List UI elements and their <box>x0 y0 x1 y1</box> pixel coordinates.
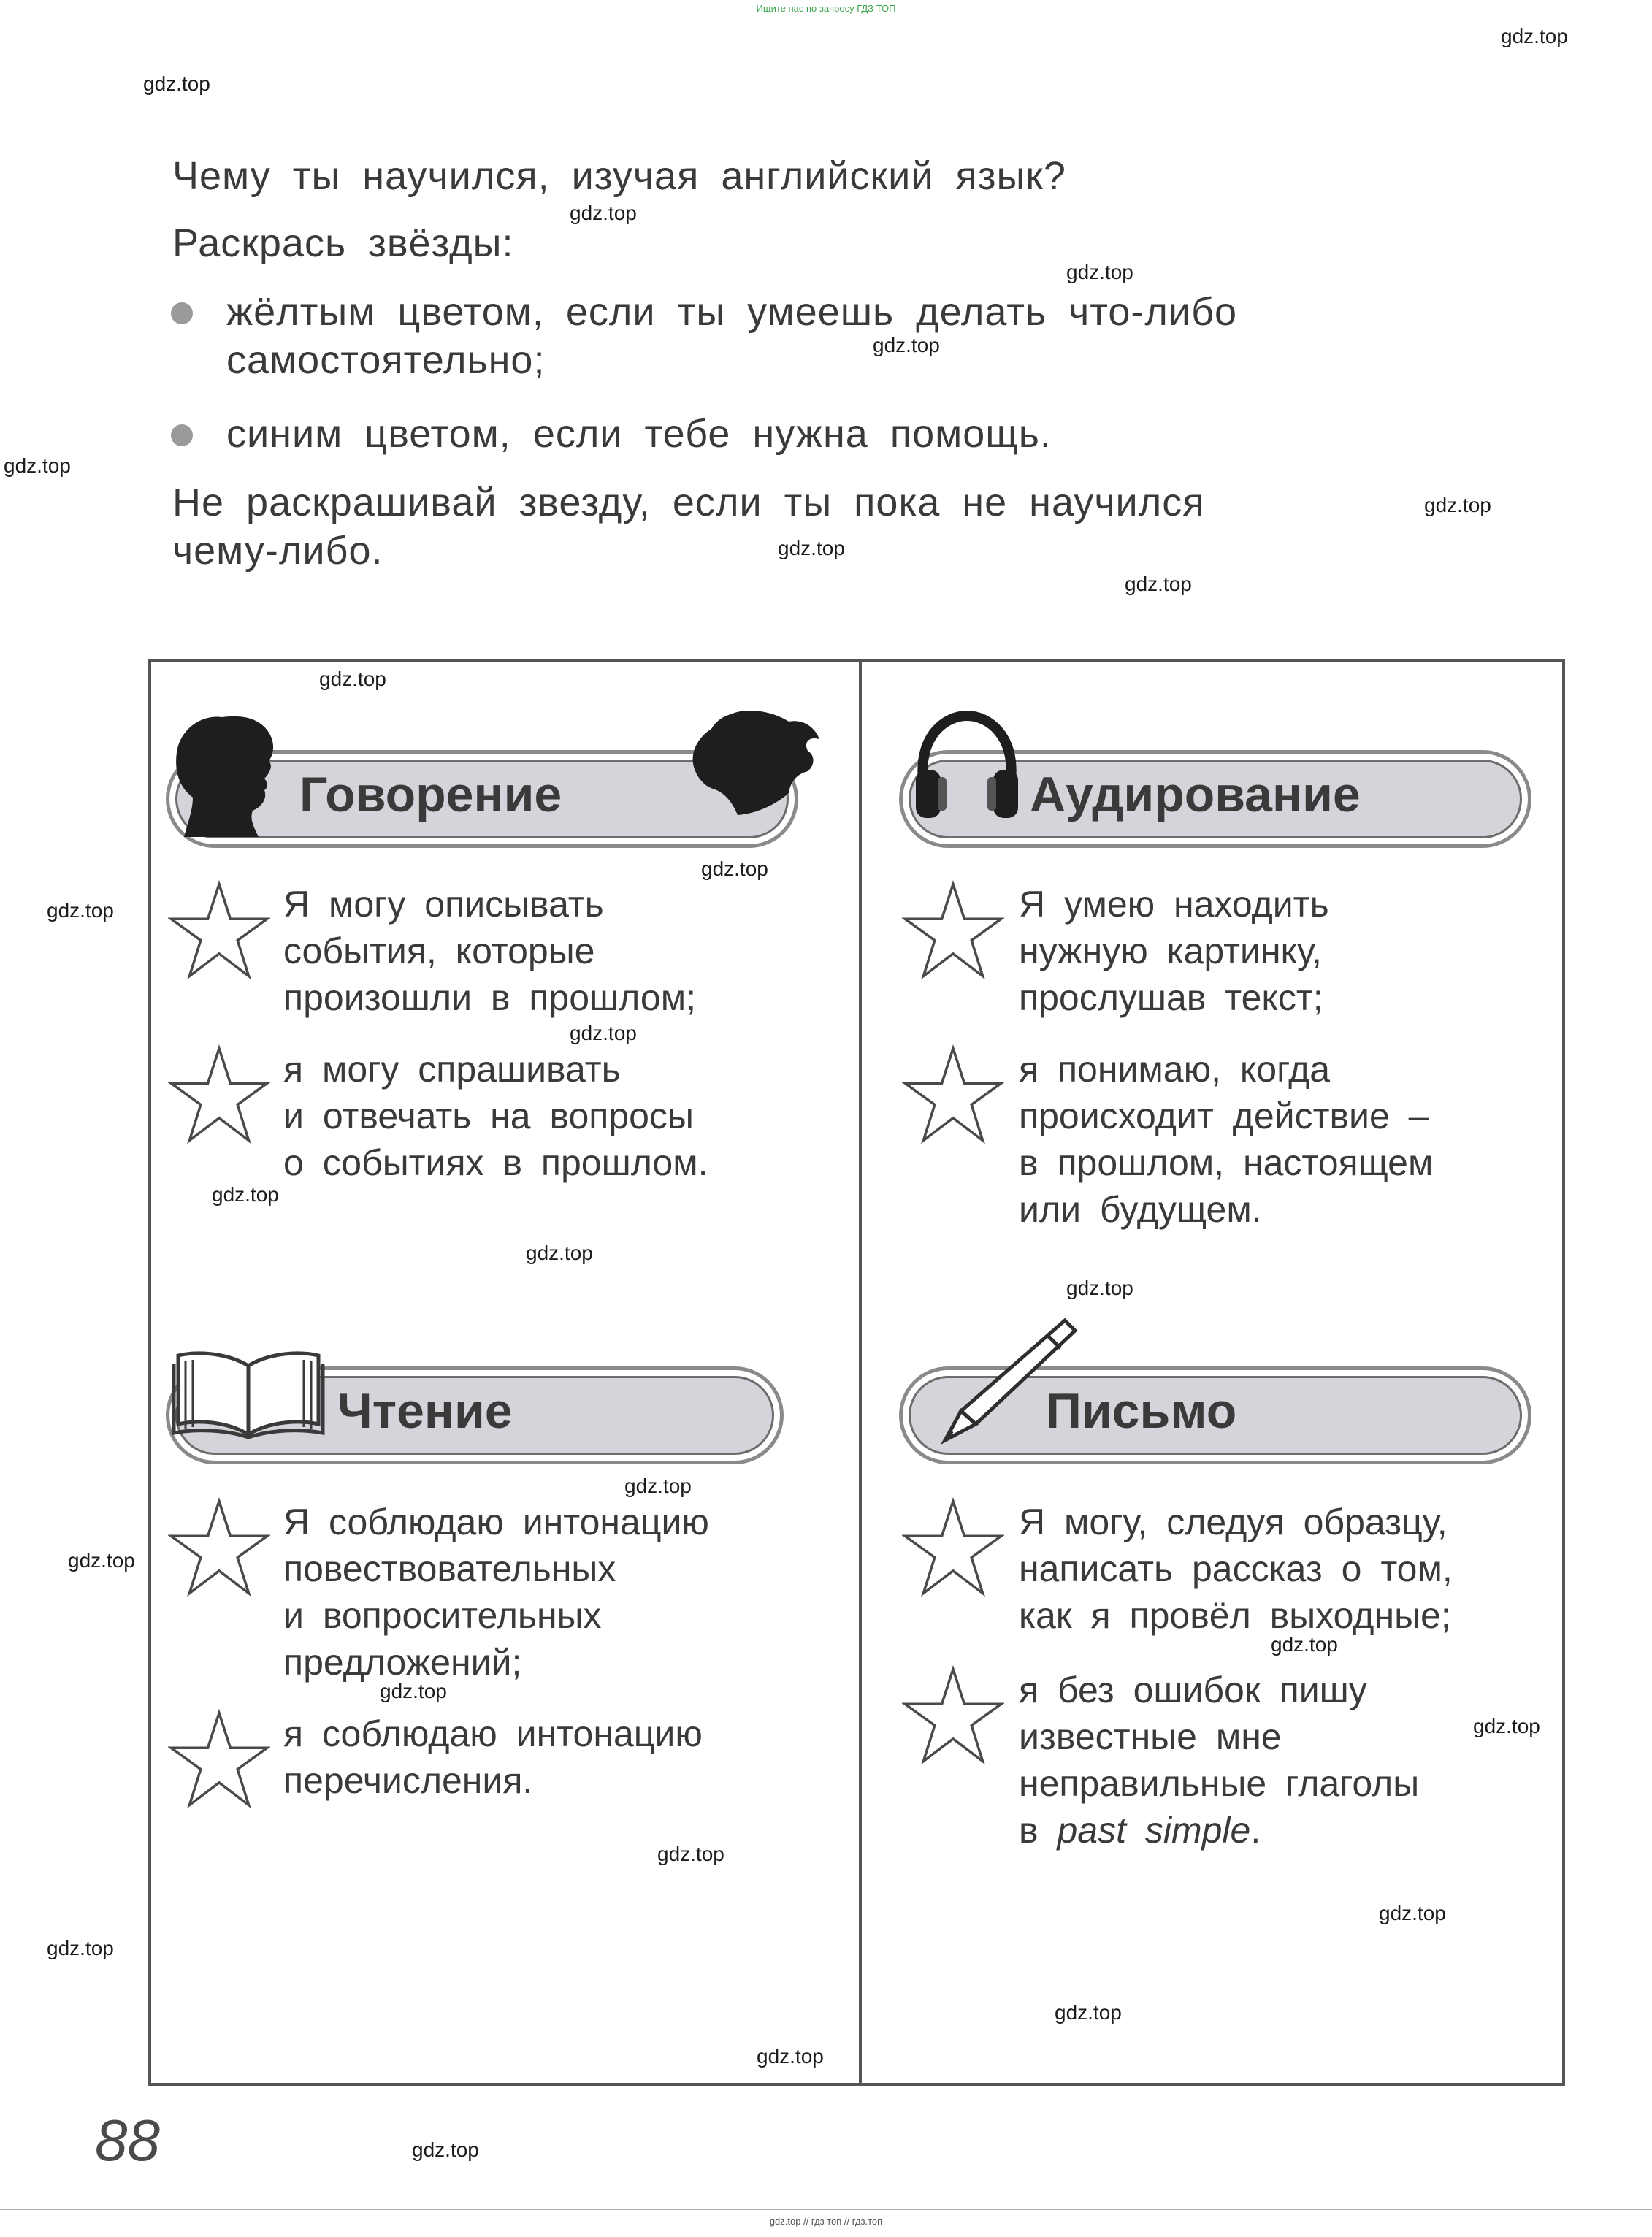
page-number: 88 <box>95 2108 160 2173</box>
watermark: gdz.top <box>4 454 71 477</box>
open-book-icon <box>168 1344 329 1439</box>
watermark: gdz.top <box>1424 494 1491 516</box>
watermark: gdz.top <box>47 1937 114 1959</box>
reading-skill-2: я соблюдаю интонацию перечисления. <box>283 1713 703 1801</box>
star-icon[interactable] <box>168 880 270 982</box>
watermark: gdz.top <box>624 1475 692 1497</box>
watermark: gdz.top <box>701 857 768 880</box>
watermark: gdz.top <box>657 1843 724 1865</box>
reading-title: Чтение <box>337 1383 513 1439</box>
bottom-divider <box>0 2209 1652 2210</box>
watermark: gdz.top <box>380 1680 447 1702</box>
intro-question: Чему ты научился, изучая английский язык? <box>172 154 1066 198</box>
watermark: gdz.top <box>1473 1715 1540 1737</box>
skills-frame <box>148 659 1565 2086</box>
headphones-icon <box>909 707 1025 824</box>
watermark: gdz.top <box>1125 573 1192 595</box>
column-divider <box>859 659 862 2086</box>
watermark: gdz.top <box>1066 1277 1133 1299</box>
reading-skill-1: Я соблюдаю интонацию повествовательных и вопросительных предложений; <box>283 1502 709 1683</box>
watermark: gdz.top <box>526 1242 593 1264</box>
star-icon[interactable] <box>168 1709 270 1811</box>
listening-skill-1: Я умею находить нужную картинку, прослушав текст; <box>1019 884 1329 1018</box>
listening-title: Аудирование <box>1030 767 1361 822</box>
top-note: Ищите нас по запросу ГДЗ ТОП <box>756 3 896 14</box>
watermark: gdz.top <box>778 537 845 559</box>
speaking-title: Говорение <box>299 767 562 822</box>
writing-skill-2: я без ошибок пишу известные мне неправильные глаголы в past simple. <box>1019 1670 1420 1851</box>
bullet-dot-icon <box>171 302 193 324</box>
watermark: gdz.top <box>412 2138 479 2161</box>
watermark: gdz.top <box>1271 1633 1338 1656</box>
watermark: gdz.top <box>570 1022 637 1044</box>
heads-silhouettes-icon <box>171 708 288 840</box>
watermark: gdz.top <box>570 202 637 224</box>
star-icon[interactable] <box>902 1665 1004 1767</box>
listening-skill-2: я понимаю, когда происходит действие – в прошлом, настоящем или будущем. <box>1019 1049 1434 1230</box>
watermark: gdz.top <box>143 72 210 95</box>
speaking-skill-1: Я могу описывать события, которые произошли в прошлом; <box>283 884 696 1018</box>
star-icon[interactable] <box>902 880 1004 982</box>
intro-bullet-yellow: жёлтым цветом, если ты умеешь делать что-либо самостоятельно; <box>226 289 1395 383</box>
watermark: gdz.top <box>47 899 114 922</box>
watermark: gdz.top <box>212 1183 279 1206</box>
writing-title: Письмо <box>1046 1383 1237 1439</box>
watermark: gdz.top <box>319 668 386 690</box>
watermark: gdz.top <box>757 2045 824 2068</box>
watermark: gdz.top <box>873 334 940 356</box>
past-simple-term: past simple <box>1057 1810 1251 1851</box>
speaking-skill-2: я могу спрашивать и отвечать на вопросы о событиях в прошлом. <box>283 1049 708 1183</box>
intro-bullet-blue: синим цветом, если тебе нужна помощь. <box>226 411 1395 456</box>
bullet-dot-icon <box>171 424 193 446</box>
star-icon[interactable] <box>902 1044 1004 1147</box>
star-icon[interactable] <box>168 1497 270 1599</box>
watermark: gdz.top <box>1066 261 1133 283</box>
watermark: gdz.top <box>1055 2001 1122 2024</box>
writing-skill-1: Я могу, следуя образцу, написать рассказ о том, как я провёл выходные; <box>1019 1502 1453 1636</box>
intro-note: Не раскрашивай звезду, если ты пока не научился чему-либо. <box>172 481 1205 573</box>
head-silhouette-right-icon <box>687 707 825 817</box>
star-icon[interactable] <box>168 1044 270 1147</box>
bottom-note: gdz.top // гдз топ // гдз.топ <box>769 2216 883 2227</box>
watermark: gdz.top <box>1501 25 1568 47</box>
star-icon[interactable] <box>902 1497 1004 1599</box>
watermark: gdz.top <box>68 1549 135 1572</box>
watermark: gdz.top <box>1379 1902 1446 1924</box>
intro-instruction: Раскрась звёзды: <box>172 221 514 265</box>
